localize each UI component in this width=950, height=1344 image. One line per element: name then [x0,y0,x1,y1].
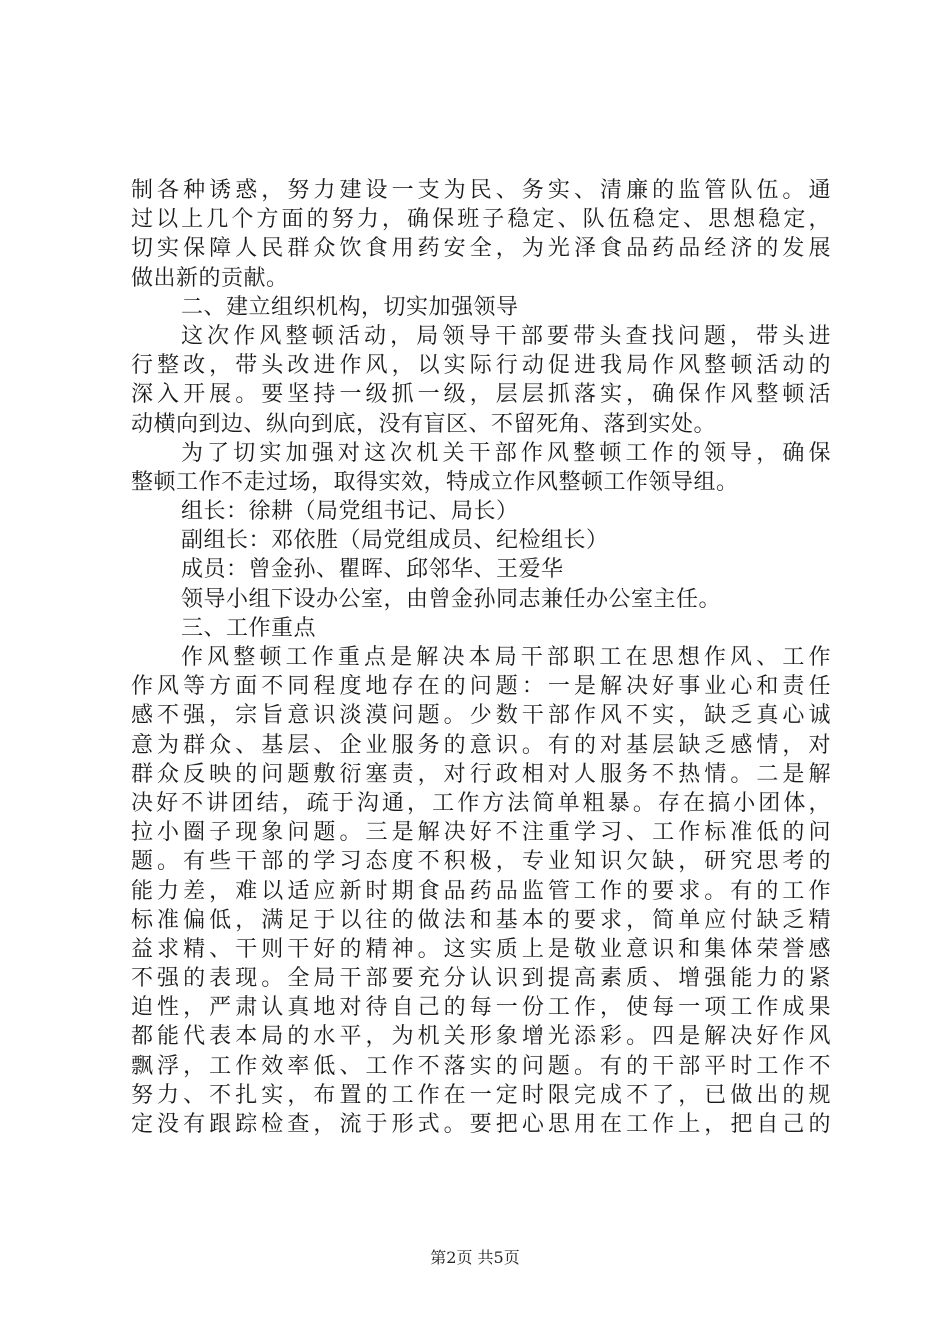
text-line: 迫性，严肃认真地对待自己的每一份工作，使每一项工作成果 [131,995,831,1021]
text-line: 定没有跟踪检查，流于形式。要把心思用在工作上，把自己的 [131,1112,831,1137]
text-line: 作风等方面不同程度地存在的问题：一是解决好事业心和责任 [131,674,831,700]
text-line: 为了切实加强对这次机关干部作风整顿工作的领导，确保 [181,440,831,466]
text-line: 成员：曾金孙、瞿晖、邱邻华、王爱华 [181,557,564,583]
text-line: 能力差，难以适应新时期食品药品监管工作的要求。有的工作 [131,878,831,904]
text-line: 整顿工作不走过场，取得实效，特成立作风整顿工作领导组。 [131,469,739,495]
text-line: 飘浮，工作效率低、工作不落实的问题。有的干部平时工作不 [131,1053,831,1079]
text-line: 作风整顿工作重点是解决本局干部职工在思想作风、工作 [181,645,831,670]
text-line: 三、工作重点 [181,615,317,641]
text-line: 切实保障人民群众饮食用药安全，为光泽食品药品经济的发展 [131,236,831,262]
text-line: 这次作风整顿活动，局领导干部要带头查找问题，带头进 [181,323,831,349]
text-line: 努力、不扎实，布置的工作在一定时限完成不了，已做出的规 [131,1082,831,1108]
text-line: 行整改，带头改进作风，以实际行动促进我局作风整顿活动的 [131,353,831,379]
text-line: 益求精、干则干好的精神。这实质上是敬业意识和集体荣誉感 [131,936,831,962]
text-line: 感不强，宗旨意识淡漠问题。少数干部作风不实，缺乏真心诚 [131,703,831,729]
text-line: 制各种诱惑，努力建设一支为民、务实、清廉的监管队伍。通 [131,178,831,203]
text-line: 做出新的贡献。 [131,265,289,291]
text-line: 决好不讲团结，疏于沟通，工作方法简单粗暴。存在搞小团体， [131,790,831,816]
text-line: 都能代表本局的水平，为机关形象增光添彩。四是解决好作风 [131,1024,831,1050]
text-line: 组长：徐耕（局党组书记、局长） [181,499,519,525]
text-line: 领导小组下设办公室，由曾金孙同志兼任办公室主任。 [181,586,722,612]
document-body [131,176,831,1139]
text-line: 动横向到边、纵向到底，没有盲区、不留死角、落到实处。 [131,411,717,437]
text-line: 标准偏低，满足于以往的做法和基本的要求，简单应付缺乏精 [131,907,831,933]
text-line: 不强的表现。全局干部要充分认识到提高素质、增强能力的紧 [131,966,831,992]
text-line: 拉小圈子现象问题。三是解决好不注重学习、工作标准低的问 [131,820,831,846]
text-line: 题。有些干部的学习态度不积极，专业知识欠缺，研究思考的 [131,849,831,875]
text-line: 意为群众、基层、企业服务的意识。有的对基层缺乏感情，对 [131,732,831,758]
page-number-footer: 第2页 共5页 [430,1248,520,1267]
text-line: 群众反映的问题敷衍塞责，对行政相对人服务不热情。二是解 [131,761,831,787]
text-line: 深入开展。要坚持一级抓一级，层层抓落实，确保作风整顿活 [131,382,831,408]
text-line: 副组长：邓依胜（局党组成员、纪检组长） [181,528,609,554]
text-line: 过以上几个方面的努力，确保班子稳定、队伍稳定、思想稳定， [131,207,831,233]
text-line: 二、建立组织机构，切实加强领导 [181,294,519,320]
